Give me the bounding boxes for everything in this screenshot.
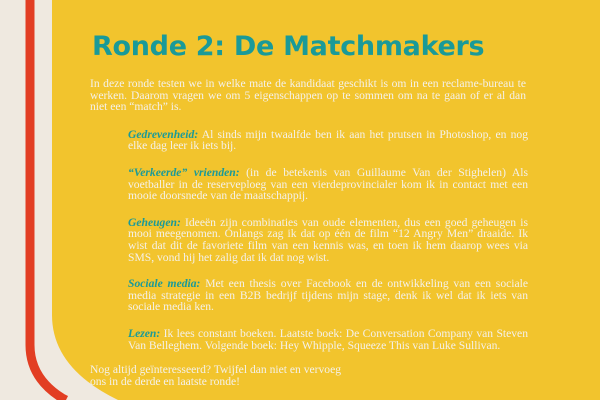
item-text: Ik lees constant boeken. Laatste boek: De Conversation Company van Steven Van Belleghem. Volgende boek: Hey Whipple, Squeeze This van Luke Sullivan. — [128, 326, 528, 352]
item-text: Ideeën zijn combinaties van oude elementen, dus een goed geheugen is mooi meegenomen. Onlangs zag ik dat op één de film “12 Angry Men” draaide. Ik wist dat dit de favoriete film van een kennis was, en toen ik hem daarop wees via SMS, vond hij het zalig dat ik dat nog wist. — [128, 215, 528, 264]
item-term: Gedrevenheid: — [128, 127, 199, 141]
item-term: “Verkeerde” vrienden: — [128, 165, 240, 179]
outro-paragraph: Nog altijd geïnteresseerd? Twijfel dan niet en vervoeg ons in de derde en laatste ronde! — [90, 363, 342, 388]
list-item — [128, 278, 528, 313]
list-item — [128, 217, 528, 263]
item-term: Sociale media: — [128, 277, 201, 291]
list-item — [128, 328, 528, 351]
item-text: Met een thesis over Facebook en de ontwikkeling van een sociale media strategie in een B2B bedrijf tijdens mijn stage, denk ik wel dat ik iets van sociale media ken. — [128, 277, 528, 314]
main-content — [90, 32, 590, 387]
list-item — [128, 129, 528, 152]
item-term: Geheugen: — [128, 215, 181, 229]
list-item — [128, 167, 528, 202]
item-text: (in de betekenis van Guillaume Van der Stighelen) Als voetballer in de reserveploeg van een vierdeprovincialer kom ik in contact met een mooie doorsnede van de maatschappij. — [128, 165, 528, 203]
intro-paragraph: In deze ronde testen we in welke mate de kandidaat geschikt is om in een reclame-bureau te werken. Daarom vragen we om 5 eigenschappen op te sommen om na te gaan of er al dan niet een “match” is. — [90, 77, 526, 114]
page-title: Ronde 2: De Matchmakers — [92, 31, 485, 62]
item-term: Lezen: — [128, 326, 161, 340]
item-text: Al sinds mijn twaalfde ben ik aan het prutsen in Photoshop, en nog elke dag leer ik iets bij. — [128, 127, 528, 153]
